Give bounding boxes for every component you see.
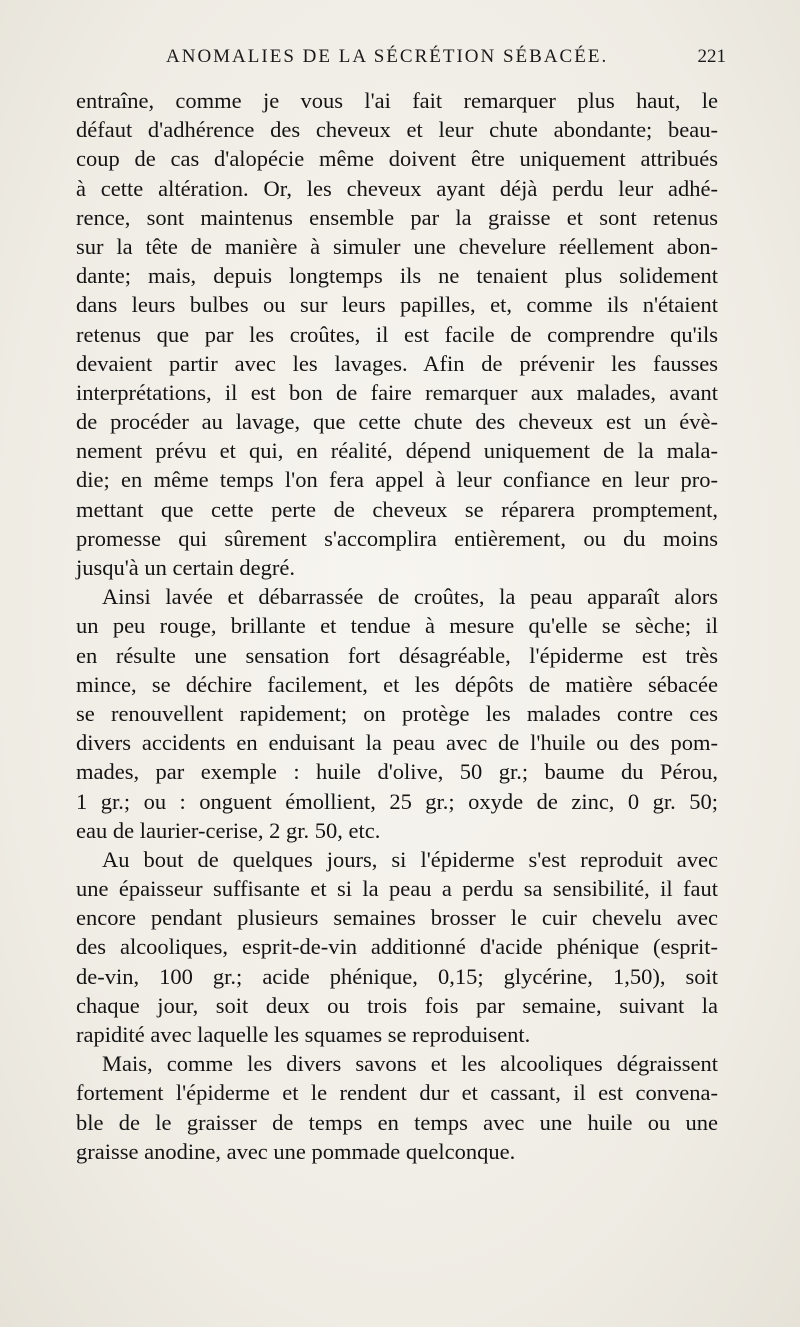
text-line: Au bout de quelques jours, si l'épiderme s'est reproduit avec <box>102 846 718 872</box>
paragraph-3 <box>76 845 718 1049</box>
paragraph-1 <box>76 86 718 582</box>
text-line: encore pendant plusieurs semaines brosser le cuir chevelu avec <box>76 905 718 931</box>
text-line: rence, sont maintenus ensemble par la graisse et sont retenus <box>76 204 718 230</box>
running-head <box>76 46 726 76</box>
text-line: Mais, comme les divers savons et les alcooliques dégraissent <box>102 1051 718 1077</box>
text-line: sur la tête de manière à simuler une chevelure réellement abon- <box>76 233 718 259</box>
text-line: en résulte une sensation fort désagréable, l'épiderme est très <box>76 642 718 668</box>
text-line: des alcooliques, esprit-de-vin additionné d'acide phénique (esprit- <box>76 934 718 960</box>
text-line: dans leurs bulbes ou sur leurs papilles, et, comme ils n'étaient <box>76 292 718 318</box>
text-line: à cette altération. Or, les cheveux ayant déjà perdu leur adhé- <box>76 175 718 201</box>
text-line: une épaisseur suffisante et si la peau a perdu sa sensibilité, il faut <box>76 876 718 902</box>
text-line: jusqu'à un certain degré. <box>76 555 295 580</box>
text-line: fortement l'épiderme et le rendent dur et cassant, il est convena- <box>76 1080 718 1106</box>
text-line: ble de le graisser de temps en temps avec une huile ou une <box>76 1109 718 1135</box>
text-line: eau de laurier-cerise, 2 gr. 50, etc. <box>76 817 381 843</box>
text-line: graisse anodine, avec une pommade quelconque. <box>76 1138 516 1164</box>
running-head-title: ANOMALIES DE LA SÉCRÉTION SÉBACÉE. <box>166 46 609 67</box>
paragraph-4 <box>76 1049 718 1166</box>
text-line: défaut d'adhérence des cheveux et leur chute abondante; beau- <box>76 117 718 143</box>
text-line: chaque jour, soit deux ou trois fois par semaine, suivant la <box>76 992 718 1018</box>
text-line: 1 gr.; ou : onguent émollient, 25 gr.; oxyde de zinc, 0 gr. 50; <box>76 788 718 814</box>
text-line: coup de cas d'alopécie même doivent être uniquement attribués <box>76 146 718 172</box>
body-text <box>76 86 718 1166</box>
page-number: 221 <box>697 46 726 67</box>
text-line: mettant que cette perte de cheveux se réparera promptement, <box>76 496 718 522</box>
text-line: rapidité avec laquelle les squames se reproduisent. <box>76 1022 531 1047</box>
text-line: devaient partir avec les lavages. Afin de prévenir les fausses <box>76 350 718 376</box>
text-line: die; en même temps l'on fera appel à leur confiance en leur pro- <box>76 467 718 493</box>
text-line: mince, se déchire facilement, et les dépôts de matière sébacée <box>76 671 718 697</box>
text-line: entraîne, comme je vous l'ai fait remarquer plus haut, le <box>76 88 718 113</box>
text-line: de-vin, 100 gr.; acide phénique, 0,15; glycérine, 1,50), soit <box>76 963 718 989</box>
text-line: nement prévu et qui, en réalité, dépend uniquement de la mala- <box>76 438 718 464</box>
text-line: Ainsi lavée et débarrassée de croûtes, la peau apparaît alors <box>102 584 718 610</box>
text-line: un peu rouge, brillante et tendue à mesure qu'elle se sèche; il <box>76 613 718 639</box>
text-line: mades, par exemple : huile d'olive, 50 gr.; baume du Pérou, <box>76 759 718 785</box>
text-line: promesse qui sûrement s'accomplira entièrement, ou du moins <box>76 525 718 551</box>
text-line: se renouvellent rapidement; on protège les malades contre ces <box>76 700 718 726</box>
text-line: retenus que par les croûtes, il est facile de comprendre qu'ils <box>76 321 718 347</box>
text-line: dante; mais, depuis longtemps ils ne tenaient plus solidement <box>76 263 718 289</box>
paragraph-2 <box>76 582 718 845</box>
text-line: divers accidents en enduisant la peau avec de l'huile ou des pom- <box>76 730 718 756</box>
text-line: interprétations, il est bon de faire remarquer aux malades, avant <box>76 379 718 405</box>
text-line: de procéder au lavage, que cette chute des cheveux est un évè- <box>76 409 718 435</box>
